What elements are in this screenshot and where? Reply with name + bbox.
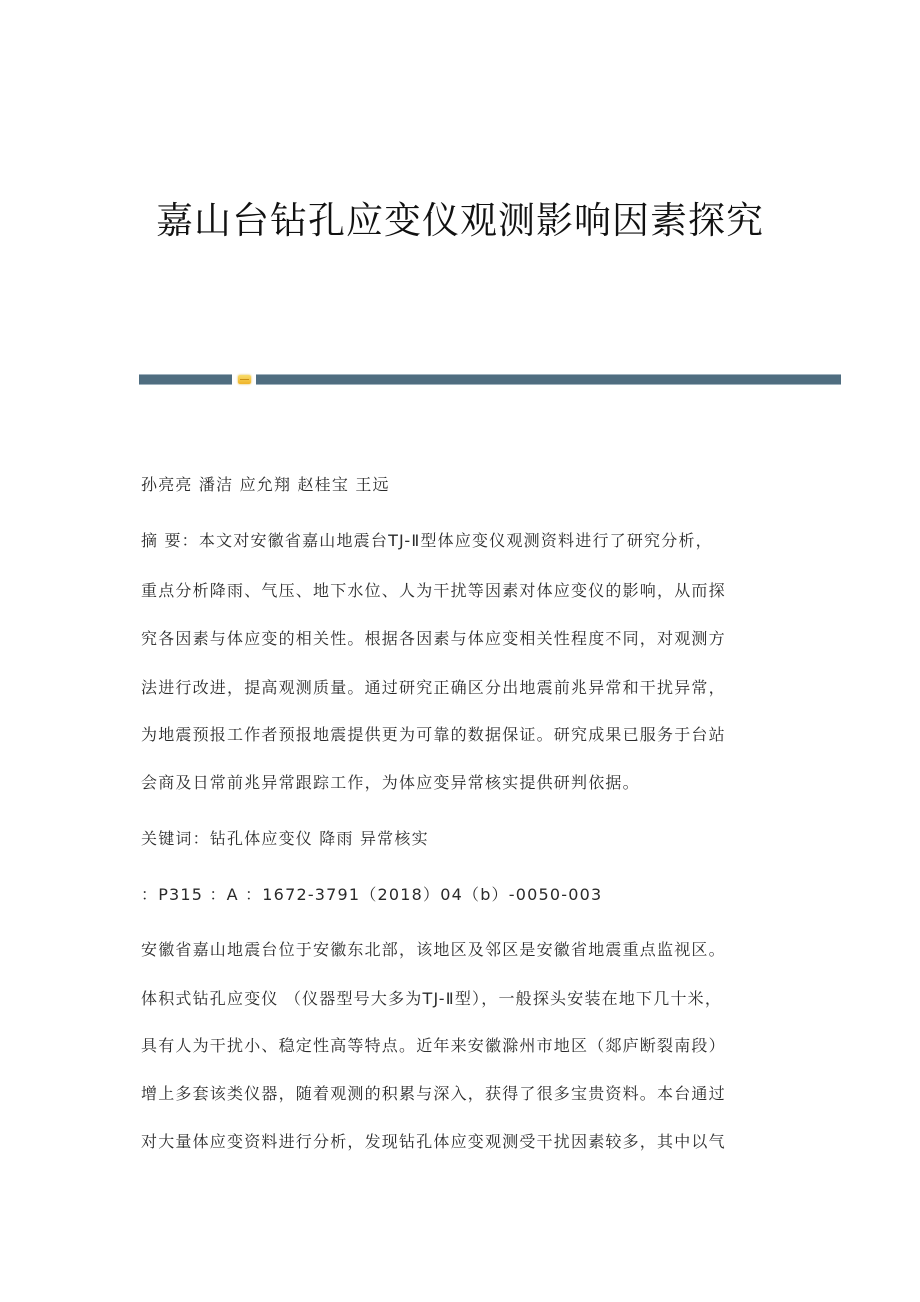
body-line: 体积式钻孔应变仪 （仪器型号大多为TJ-Ⅱ型），一般探头安装在地下几十米， xyxy=(141,989,723,1008)
body-line: 增上多套该类仪器，随着观测的积累与深入，获得了很多宝贵资料。本台通过 xyxy=(141,1084,726,1103)
abstract-line: 法进行改进，提高观测质量。通过研究正确区分出地震前兆异常和干扰异常， xyxy=(141,678,726,697)
abstract-line: 为地震预报工作者预报地震提供更为可靠的数据保证。研究成果已服务于台站 xyxy=(141,725,726,744)
divider-bar-right xyxy=(256,375,841,384)
abstract-line: 摘 要：本文对安徽省嘉山地震台TJ-Ⅱ型体应变仪观测资料进行了研究分析， xyxy=(141,531,713,550)
authors: 孙亮亮 潘洁 应允翔 赵桂宝 王远 xyxy=(141,475,390,494)
body-line: 具有人为干扰小、稳定性高等特点。近年来安徽滁州市地区（郯庐断裂南段） xyxy=(141,1036,726,1055)
abstract-line: 重点分析降雨、气压、地下水位、人为干扰等因素对体应变仪的影响，从而探 xyxy=(141,581,726,600)
abstract-line: 会商及日常前兆异常跟踪工作，为体应变异常核实提供研判依据。 xyxy=(141,773,640,792)
classification-codes: ：P315 ：A ：1672-3791（2018）04（b）-0050-003 xyxy=(141,885,603,904)
body-line: 安徽省嘉山地震台位于安徽东北部，该地区及邻区是安徽省地震重点监视区。 xyxy=(141,940,726,959)
title-divider xyxy=(139,374,841,385)
abstract-line: 究各因素与体应变的相关性。根据各因素与体应变相关性程度不同，对观测方 xyxy=(141,629,726,648)
document-title: 嘉山台钻孔应变仪观测影响因素探究 xyxy=(156,199,764,242)
divider-bar-left xyxy=(139,375,232,384)
body-line: 对大量体应变资料进行分析，发现钻孔体应变观测受干扰因素较多，其中以气 xyxy=(141,1132,726,1151)
gold-gem-icon xyxy=(238,375,251,384)
keywords: 关键词：钻孔体应变仪 降雨 异常核实 xyxy=(141,829,429,848)
